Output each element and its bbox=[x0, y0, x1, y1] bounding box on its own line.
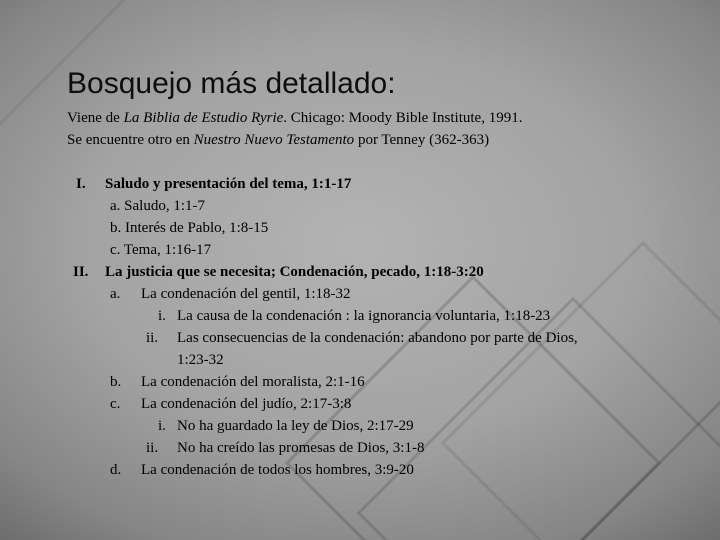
source-text: por Tenney (362-363) bbox=[354, 132, 490, 148]
outline-marker-II-c-i: i. bbox=[158, 418, 166, 434]
source-text: Se encuentre otro en bbox=[67, 132, 194, 148]
slide-title: Bosquejo más detallado: bbox=[67, 67, 396, 100]
outline-item-I-a: a. Saludo, 1:1-7 bbox=[110, 198, 205, 214]
outline-item-II-a-i: La causa de la condenación : la ignorancia voluntaria, 1:18-23 bbox=[177, 308, 551, 324]
outline-item-I-b: b. Interés de Pablo, 1:8-15 bbox=[110, 220, 269, 236]
outline-marker-II-a-i: i. bbox=[158, 308, 166, 324]
outline-item-II-c-ii: No ha creído las promesas de Dios, 3:1-8 bbox=[177, 440, 425, 456]
outline-item-II-c-i: No ha guardado la ley de Dios, 2:17-29 bbox=[177, 418, 414, 434]
outline-marker-II-d: d. bbox=[110, 462, 122, 478]
outline-heading-I: Saludo y presentación del tema, 1:1-17 bbox=[105, 176, 352, 192]
outline-item-II-b: La condenación del moralista, 2:1-16 bbox=[141, 374, 365, 390]
outline-marker-II: II. bbox=[73, 264, 89, 280]
outline-marker-I: I. bbox=[76, 176, 86, 192]
source-text: . Chicago: Moody Bible Institute, 1991. bbox=[283, 110, 523, 126]
outline-item-II-a-ii: Las consecuencias de la condenación: abandono por parte de Dios, bbox=[177, 330, 578, 346]
outline-marker-II-c: c. bbox=[110, 396, 121, 412]
outline-item-II-d: La condenación de todos los hombres, 3:9-20 bbox=[141, 462, 414, 478]
book-title: La Biblia de Estudio Ryrie bbox=[123, 110, 284, 126]
outline-marker-II-b: b. bbox=[110, 374, 122, 390]
source-line-tenney bbox=[67, 130, 489, 150]
outline-item-I-c: c. Tema, 1:16-17 bbox=[110, 242, 212, 258]
outline-item-II-c: La condenación del judío, 2:17-3:8 bbox=[141, 396, 352, 412]
outline-marker-II-c-ii: ii. bbox=[146, 440, 159, 456]
outline-item-II-a-ii-cont: 1:23-32 bbox=[177, 352, 224, 368]
outline-item-II-a: La condenación del gentil, 1:18-32 bbox=[141, 286, 351, 302]
source-text: Viene de bbox=[67, 110, 124, 126]
book-title: Nuestro Nuevo Testamento bbox=[193, 132, 355, 148]
outline-marker-II-a: a. bbox=[110, 286, 121, 302]
outline-marker-II-a-ii: ii. bbox=[146, 330, 159, 346]
outline-heading-II: La justicia que se necesita; Condenación, pecado, 1:18-3:20 bbox=[105, 264, 484, 280]
source-line-ryrie bbox=[67, 108, 522, 128]
